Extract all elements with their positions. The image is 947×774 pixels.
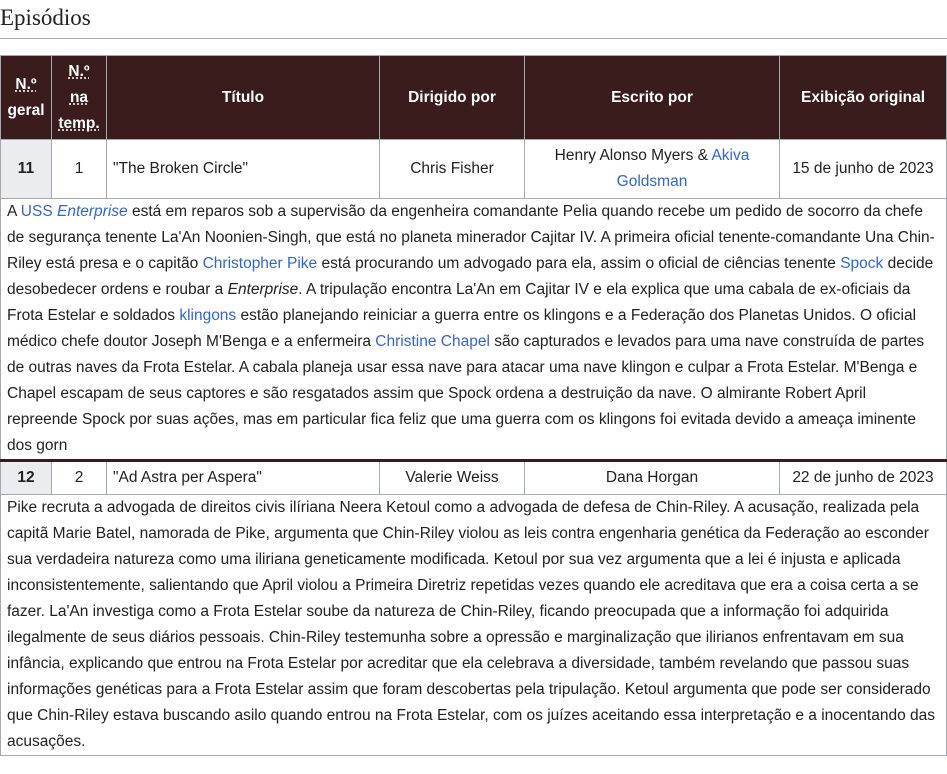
episode-season-number: 2 xyxy=(52,461,107,495)
uss-enterprise-link[interactable] xyxy=(21,203,128,220)
episode-writer: Dana Horgan xyxy=(525,461,780,495)
summary-text: A xyxy=(7,203,21,220)
episode-airdate: 22 de junho de 2023 xyxy=(780,461,947,495)
episode-director: Chris Fisher xyxy=(380,140,525,199)
col-overall-number xyxy=(1,56,52,140)
episode-writers xyxy=(525,140,780,199)
col-overall-line1[interactable]: N.º xyxy=(15,75,37,93)
christine-chapel-link[interactable]: Christine Chapel xyxy=(375,333,490,350)
writer-name: Henry Alonso Myers xyxy=(554,147,694,164)
writer-separator: & xyxy=(693,147,712,164)
episode-title: "Ad Astra per Aspera" xyxy=(107,461,380,495)
summary-text: são capturados e levados para uma nave construída de partes de outras naves da Frota Estelar. A cabala planeja usar essa nave para atacar uma nave klingon e culpar a Frota Estelar. M'Benga e Chapel escapam de seus captores e são resgatados assim que Spock ordena a destruição da nave. O almirante Robert April repreende Spock por suas ações, mas em particular fica feliz que uma guerra com os klingons foi evitada devido a ameaça iminente dos gorn xyxy=(7,333,925,454)
episode-summary xyxy=(1,199,947,461)
summary-text: estão planejando reiniciar a guerra entre os klingons e a Federação dos Planetas Unidos. O oficial médico chefe doutor Joseph M'Benga e a enfermeira xyxy=(7,307,917,350)
episode-summary-row xyxy=(1,199,947,461)
col-written-by: Escrito por xyxy=(525,56,780,140)
summary-italic: Enterprise xyxy=(227,281,299,298)
col-original-airdate: Exibição original xyxy=(780,56,947,140)
col-season-line2[interactable]: na xyxy=(69,88,89,106)
col-directed-by: Dirigido por xyxy=(380,56,525,140)
episode-summary-row xyxy=(1,495,947,756)
section-heading: Episódios xyxy=(0,0,947,39)
link-text-italic: Enterprise xyxy=(56,203,128,220)
episode-row xyxy=(1,140,947,199)
link-text: USS xyxy=(20,203,57,220)
episode-airdate: 15 de junho de 2023 xyxy=(780,140,947,199)
summary-text: . A tripulação encontra La'An em Cajitar IV e ela explica que uma cabala de ex-oficiais da Frota Estelar e soldados xyxy=(7,281,911,324)
episode-overall-number: 12 xyxy=(1,461,52,495)
spock-link[interactable]: Spock xyxy=(840,255,884,272)
episode-row xyxy=(1,461,947,495)
writer-link[interactable]: Akiva Goldsman xyxy=(616,147,750,190)
col-overall-line2: geral xyxy=(7,101,45,119)
col-season-line3[interactable]: temp. xyxy=(58,114,100,132)
col-season-line1[interactable]: N.º xyxy=(68,62,90,80)
episode-overall-number: 11 xyxy=(1,140,52,199)
christopher-pike-link[interactable]: Christopher Pike xyxy=(202,255,318,272)
summary-text: decide desobedecer ordens e roubar a xyxy=(7,255,934,298)
episodes-table xyxy=(0,55,947,756)
summary-text: está procurando um advogado para ela, assim o oficial de ciências tenente xyxy=(317,255,841,272)
episode-season-number: 1 xyxy=(52,140,107,199)
summary-text: está em reparos sob a supervisão da engenheira comandante Pelia quando recebe um pedido de socorro da chefe de segurança tenente La'An Noonien-Singh, que está no planeta minerador Cajitar IV. A primeira oficial tenente-comandante Una Chin-Riley está presa e o capitão xyxy=(7,203,935,272)
header-row xyxy=(1,56,947,140)
episode-summary: Pike recruta a advogada de direitos civis ilíriana Neera Ketoul como a advogada de defesa de Chin-Riley. A acusação, realizada pela capitã Marie Batel, namorada de Pike, argumenta que Chin-Riley violou as leis contra engenharia genética da Federação ao esconder sua verdadeira natureza como uma iliriana geneticamente modificada. Ketoul por sua vez argumenta que a lei é injusta e aplicada inconsistentemente, salientando que April violou a Primeira Diretriz repetidas vezes quando ele acreditava que era a coisa certa a se fazer. La'An investiga como a Frota Estelar soube da natureza de Chin-Riley, ficando preocupada que a informação foi adquirida ilegalmente de seus diários pessoais. Chin-Riley testemunha sobre a opressão e marginalização que ilirianos enfrentavam em sua infância, explicando que entrou na Frota Estelar por acreditar que ela celebrava a diversidade, também revelando que passou suas informações genéticas para a Frota Estelar assim que foram descobertas pela tripulação. Ketoul argumenta que pode ser considerado que Chin-Riley estava buscando asilo quando entrou na Frota Estelar, com os juízes aceitando essa interpretação e a inocentando das acusações. xyxy=(1,495,947,756)
col-title: Título xyxy=(107,56,380,140)
klingons-link[interactable]: klingons xyxy=(179,307,237,324)
episode-title: "The Broken Circle" xyxy=(107,140,380,199)
episode-director: Valerie Weiss xyxy=(380,461,525,495)
col-season-number xyxy=(52,56,107,140)
